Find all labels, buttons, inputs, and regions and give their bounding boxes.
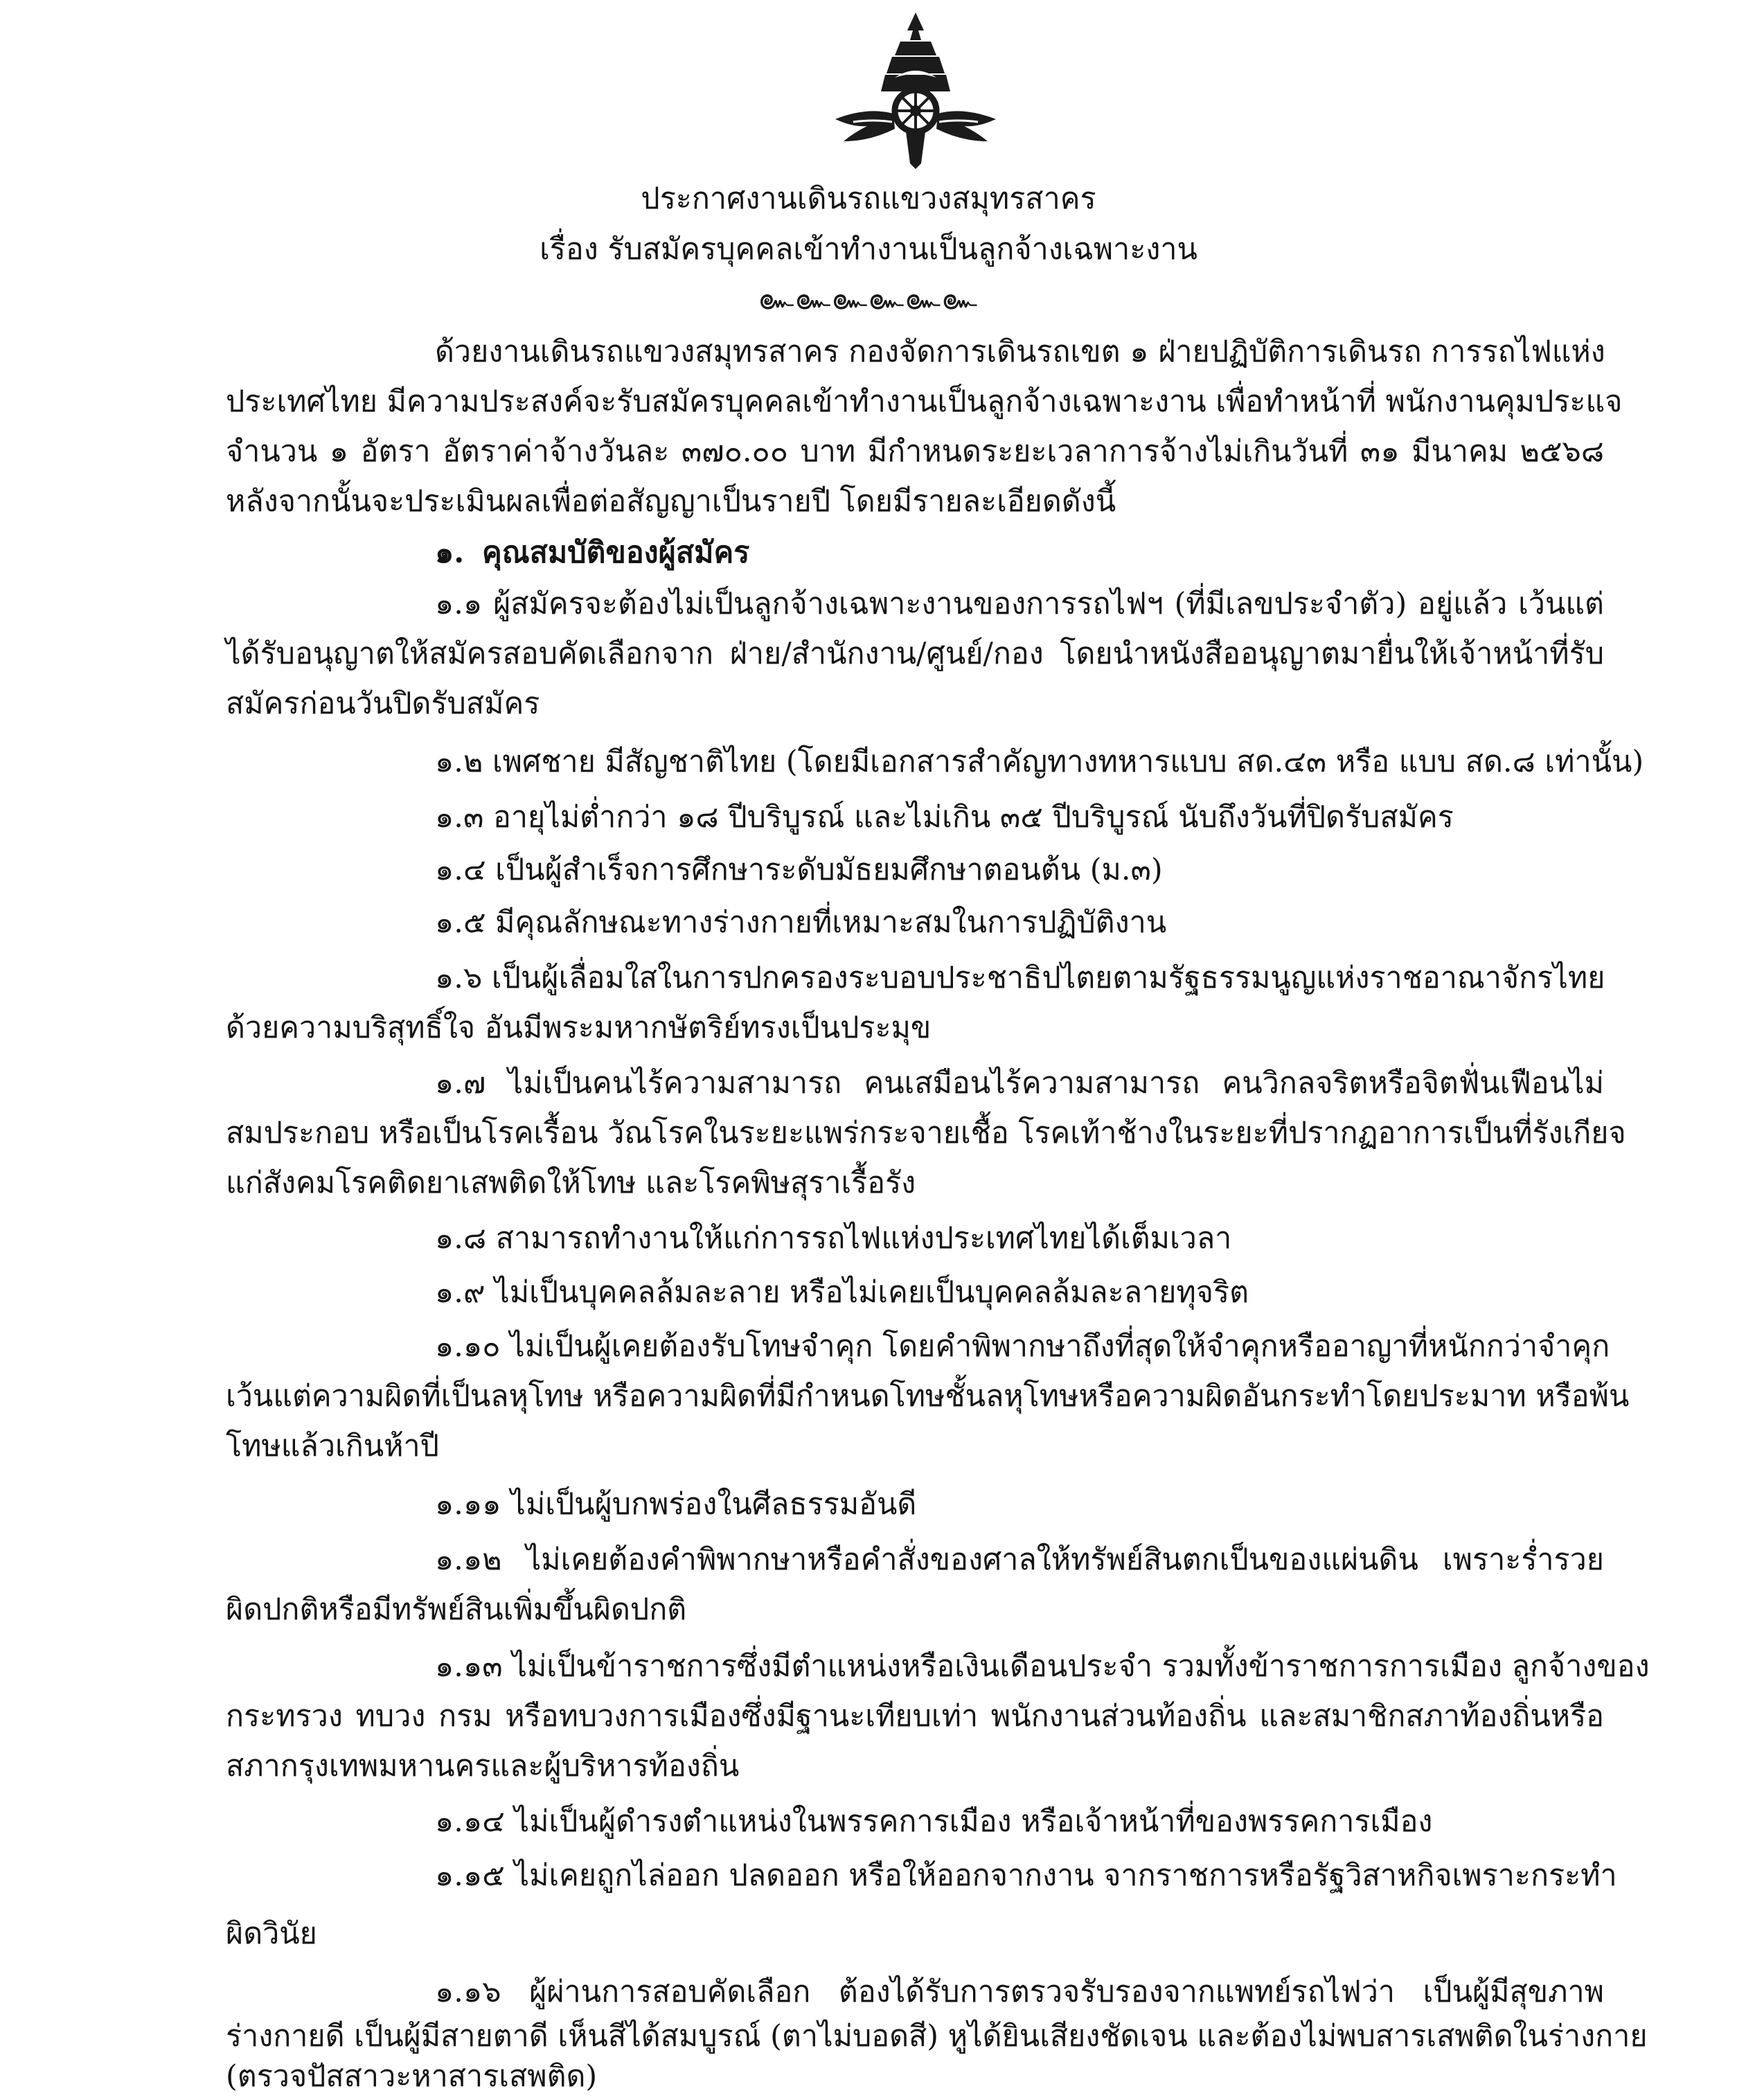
list-item: ๑.๑ ผู้สมัครจะต้องไม่เป็นลูกจ้างเฉพาะงานของการรถไฟฯ (ที่มีเลขประจำตัว) อยู่แล้ว เว้นแต่ (435, 587, 1604, 621)
list-item-continuation: ด้วยความบริสุทธิ์ใจ อันมีพระมหากษัตริย์ทรงเป็นประมุข (226, 1011, 932, 1045)
list-item: ๑.๑๔ ไม่เป็นผู้ดำรงตำแหน่งในพรรคการเมือง หรือเจ้าหน้าที่ของพรรคการเมือง (435, 1804, 1433, 1839)
list-item: ๑.๑๒ ไม่เคยต้องคำพิพากษาหรือคำสั่งของศาลให้ทรัพย์สินตกเป็นของแผ่นดิน เพราะร่ำรวย (435, 1542, 1604, 1577)
list-item-continuation: โทษแล้วเกินห้าปี (226, 1429, 439, 1463)
list-item-continuation: สมประกอบ หรือเป็นโรคเรื้อน วัณโรคในระยะแพร่กระจายเชื้อ โรคเท้าช้างในระยะที่ปรากฏอาการเป็นที่รังเกียจ (226, 1116, 1626, 1150)
list-item-continuation: (ตรวจปัสสาวะหาสารเสพติด) (226, 2059, 598, 2094)
list-item-continuation: สภากรุงเทพมหานครและผู้บริหารท้องถิ่น (226, 1749, 740, 1783)
announcement-subject: เรื่อง รับสมัครบุคคลเข้าทำงานเป็นลูกจ้างเฉพาะงาน (540, 232, 1197, 267)
list-item: ๑.๘ สามารถทำงานให้แก่การรถไฟแห่งประเทศไทยได้เต็มเวลา (435, 1221, 1232, 1256)
section-heading (435, 532, 749, 573)
announcement-title: ประกาศงานเดินรถแขวงสมุทรสาคร (641, 181, 1096, 216)
section-title: คุณสมบัติของผู้สมัคร (482, 535, 750, 570)
title-ornament: ๛๛๛๛๛๛ (758, 281, 979, 317)
list-item-continuation: ร่างกายดี เป็นผู้มีสายตาดี เห็นสีได้สมบูรณ์ (ตาไม่บอดสี) หูได้ยินเสียงชัดเจน และต้องไม่พบสารเสพติดในร่างกาย (226, 2019, 1648, 2054)
list-item-continuation: กระทรวง ทบวง กรม หรือทบวงการเมืองซึ่งมีฐานะเทียบเท่า พนักงานส่วนท้องถิ่น และสมาชิกสภาท้องถิ่นหรือ (226, 1699, 1604, 1734)
intro-line: ด้วยงานเดินรถแขวงสมุทรสาคร กองจัดการเดินรถเขต ๑ ฝ่ายปฏิบัติการเดินรถ การรถไฟแห่ง (435, 335, 1605, 369)
list-item: ๑.๙ ไม่เป็นบุคคลล้มละลาย หรือไม่เคยเป็นบุคคลล้มละลายทุจริต (435, 1275, 1249, 1310)
list-item: ๑.๕ มีคุณลักษณะทางร่างกายที่เหมาะสมในการปฏิบัติงาน (435, 905, 1167, 940)
list-item-continuation: เว้นแต่ความผิดที่เป็นลหุโทษ หรือความผิดที่มีกำหนดโทษชั้นลหุโทษหรือความผิดอันกระทำโดยประมาท หรือพ้น (226, 1379, 1630, 1414)
list-item-continuation: แก่สังคมโรคติดยาเสพติดให้โทษ และโรคพิษสุราเรื้อรัง (226, 1166, 916, 1200)
list-item-continuation: ผิดวินัย (226, 1916, 317, 1951)
list-item-continuation: สมัครก่อนวันปิดรับสมัคร (226, 686, 540, 721)
list-item: ๑.๗ ไม่เป็นคนไร้ความสามารถ คนเสมือนไร้ความสามารถ คนวิกลจริตหรือจิตฟั่นเฟือนไม่ (435, 1066, 1604, 1101)
list-item-continuation: ได้รับอนุญาตให้สมัครสอบคัดเลือกจาก ฝ่าย/สำนักงาน/ศูนย์/กอง โดยนำหนังสืออนุญาตมายื่นให้เจ้าหน้าที่รับ (226, 637, 1604, 671)
intro-line: ประเทศไทย มีความประสงค์จะรับสมัครบุคคลเข้าทำงานเป็นลูกจ้างเฉพาะงาน เพื่อทำหน้าที่ พนักงานคุมประแจ (226, 384, 1623, 419)
list-item: ๑.๑๑ ไม่เป็นผู้บกพร่องในศีลธรรมอันดี (435, 1487, 917, 1522)
list-item: ๑.๒ เพศชาย มีสัญชาติไทย (โดยมีเอกสารสำคัญทางทหารแบบ สด.๔๓ หรือ แบบ สด.๘ เท่านั้น) (435, 745, 1644, 779)
list-item: ๑.๑๐ ไม่เป็นผู้เคยต้องรับโทษจำคุก โดยคำพิพากษาถึงที่สุดให้จำคุกหรืออาญาที่หนักกว่าจำคุก (435, 1329, 1610, 1364)
list-item: ๑.๖ เป็นผู้เลื่อมใสในการปกครองระบอบประชาธิปไตยตามรัฐธรรมนูญแห่งราชอาณาจักรไทย (435, 961, 1605, 995)
list-item: ๑.๑๕ ไม่เคยถูกไล่ออก ปลดออก หรือให้ออกจากงาน จากราชการหรือรัฐวิสาหกิจเพราะกระทำ (435, 1858, 1617, 1893)
state-railway-of-thailand-emblem-icon (826, 10, 1006, 170)
list-item: ๑.๓ อายุไม่ต่ำกว่า ๑๘ ปีบริบูรณ์ และไม่เกิน ๓๕ ปีบริบูรณ์ นับถึงวันที่ปิดรับสมัคร (435, 800, 1454, 835)
list-item: ๑.๑๖ ผู้ผ่านการสอบคัดเลือก ต้องได้รับการตรวจรับรองจากแพทย์รถไฟว่า เป็นผู้มีสุขภาพ (435, 1975, 1604, 2009)
list-item: ๑.๑๓ ไม่เป็นข้าราชการซึ่งมีตำแหน่งหรือเงินเดือนประจำ รวมทั้งข้าราชการการเมือง ลูกจ้างของ (435, 1649, 1650, 1684)
section-number: ๑. (435, 535, 465, 570)
list-item-continuation: ผิดปกติหรือมีทรัพย์สินเพิ่มขึ้นผิดปกติ (226, 1592, 687, 1627)
list-item: ๑.๔ เป็นผู้สำเร็จการศึกษาระดับมัธยมศึกษาตอนต้น (ม.๓) (435, 853, 1163, 887)
intro-line: หลังจากนั้นจะประเมินผลเพื่อต่อสัญญาเป็นรายปี โดยมีรายละเอียดดังนี้ (226, 484, 1116, 519)
intro-line: จำนวน ๑ อัตรา อัตราค่าจ้างวันละ ๓๗๐.๐๐ บาท มีกำหนดระยะเวลาการจ้างไม่เกินวันที่ ๓๑ มีนาคม ๒๕๖๘ (226, 434, 1604, 469)
